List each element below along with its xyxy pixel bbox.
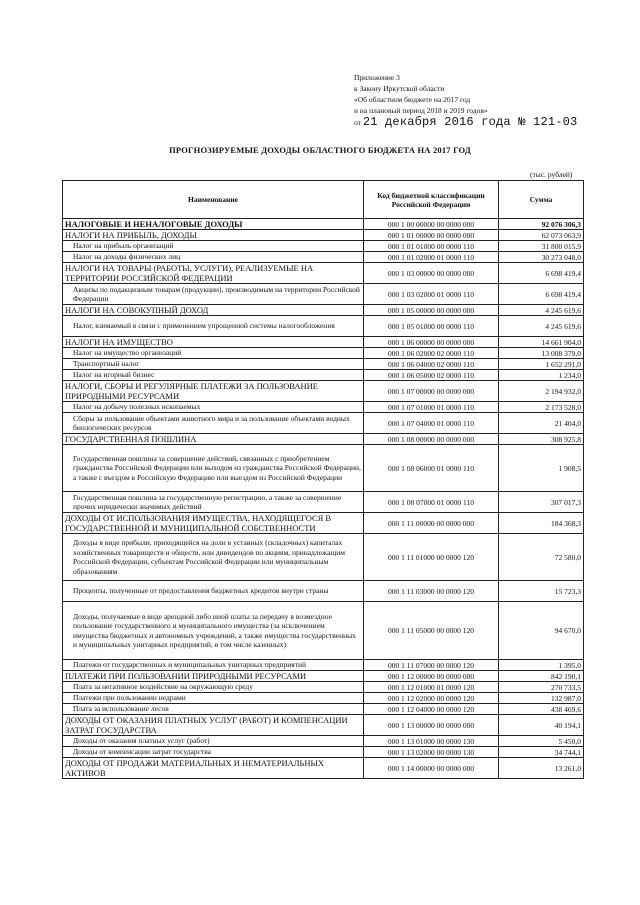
row-name: Акцизы по подакцизным товарам (продукции), производимым на территории Российской Федерации: [63, 284, 364, 305]
table-row: [63, 682, 584, 693]
row-sum: 31 800 015,9: [499, 241, 584, 252]
row-code: 000 1 06 02000 02 0000 110: [364, 348, 499, 359]
income-table: [62, 180, 584, 779]
table-row: [63, 758, 584, 779]
row-sum: 4 245 619,6: [499, 316, 584, 337]
row-code: 000 1 08 06000 01 0000 110: [364, 445, 499, 492]
row-name: Плата за использование лесов: [63, 704, 364, 715]
row-code: 000 1 06 04000 02 0000 110: [364, 359, 499, 370]
row-sum: 1 395,0: [499, 660, 584, 671]
row-name: Проценты, полученные от предоставления бюджетных кредитов внутри страны: [63, 581, 364, 602]
row-name: Налог на добычу полезных ископаемых: [63, 402, 364, 413]
row-sum: 72 580,0: [499, 534, 584, 581]
table-row: [63, 241, 584, 252]
table-row: [63, 252, 584, 263]
annex-line: Приложение 3: [354, 73, 400, 82]
table-row: [63, 381, 584, 402]
annex-date: [354, 117, 577, 128]
table-row: [63, 693, 584, 704]
row-code: 000 1 07 04000 01 0000 110: [364, 413, 499, 434]
table-row: [63, 305, 584, 316]
row-code: 000 1 14 00000 00 0000 000: [364, 758, 499, 779]
row-name: ДОХОДЫ ОТ ОКАЗАНИЯ ПЛАТНЫХ УСЛУГ (РАБОТ) И КОМПЕНСАЦИИ ЗАТРАТ ГОСУДАРСТВА: [63, 715, 364, 736]
row-name: Платежи при пользовании недрами: [63, 693, 364, 704]
row-code: 000 1 11 05000 00 0000 120: [364, 602, 499, 660]
table-row: [63, 434, 584, 445]
row-name: Доходы от оказания платных услуг (работ): [63, 736, 364, 747]
table-row: [63, 534, 584, 581]
row-code: 000 1 11 07000 00 0000 120: [364, 660, 499, 671]
table-row: [63, 445, 584, 492]
header-code: Код бюджетной классификации Российской Федерации: [364, 181, 499, 219]
row-code: 000 1 13 02000 00 0000 130: [364, 747, 499, 758]
table-row: [63, 413, 584, 434]
row-sum: 2 173 528,0: [499, 402, 584, 413]
row-code: 000 1 12 01000 01 0000 120: [364, 682, 499, 693]
row-sum: 6 698 419,4: [499, 263, 584, 284]
row-name: НАЛОГИ НА ПРИБЫЛЬ, ДОХОДЫ: [63, 230, 364, 241]
row-name: Налог на игорный бизнес: [63, 370, 364, 381]
table-row: [63, 715, 584, 736]
row-code: 000 1 01 00000 00 0000 000: [364, 230, 499, 241]
table-row: [63, 219, 584, 230]
row-code: 000 1 13 01000 00 0000 130: [364, 736, 499, 747]
table-row: [63, 660, 584, 671]
row-sum: 30 273 048,0: [499, 252, 584, 263]
row-name: Доходы, получаемые в виде арендной либо иной платы за передачу в возмездное пользование государственного и муниципального имущества (за исключением имущества бюджетных и автономных учреждений, а также имущества государственных и муниципальных унитарных предприятий, в том числе казенных): [63, 602, 364, 660]
row-name: Платежи от государственных и муниципальных унитарных предприятий: [63, 660, 364, 671]
annex-line: и на плановый период 2018 и 2019 годов»: [354, 106, 488, 115]
row-sum: 34 744,1: [499, 747, 584, 758]
row-code: 000 1 13 00000 00 0000 000: [364, 715, 499, 736]
row-code: 000 1 00 00000 00 0000 000: [364, 219, 499, 230]
row-name: НАЛОГИ, СБОРЫ И РЕГУЛЯРНЫЕ ПЛАТЕЖИ ЗА ПОЛЬЗОВАНИЕ ПРИРОДНЫМИ РЕСУРСАМИ: [63, 381, 364, 402]
row-code: 000 1 08 07000 01 0000 110: [364, 492, 499, 513]
row-sum: 132 987,0: [499, 693, 584, 704]
row-sum: 13 008 379,0: [499, 348, 584, 359]
table-row: [63, 492, 584, 513]
table-row: [63, 263, 584, 284]
header-name: Наименование: [63, 181, 364, 219]
table-row: [63, 671, 584, 682]
row-sum: 2 194 932,0: [499, 381, 584, 402]
row-code: 000 1 11 01000 00 0000 120: [364, 534, 499, 581]
table-row: [63, 284, 584, 305]
row-code: 000 1 06 05000 02 0000 110: [364, 370, 499, 381]
row-sum: 270 733,5: [499, 682, 584, 693]
row-code: 000 1 11 00000 00 0000 000: [364, 513, 499, 534]
row-sum: 184 368,3: [499, 513, 584, 534]
row-sum: 5 450,0: [499, 736, 584, 747]
table-row: [63, 370, 584, 381]
table-row: [63, 348, 584, 359]
row-sum: 15 723,3: [499, 581, 584, 602]
table-row: [63, 359, 584, 370]
row-code: 000 1 12 04000 00 0000 120: [364, 704, 499, 715]
row-name: ДОХОДЫ ОТ ПРОДАЖИ МАТЕРИАЛЬНЫХ И НЕМАТЕРИАЛЬНЫХ АКТИВОВ: [63, 758, 364, 779]
table-body: [63, 219, 584, 779]
row-name: Налог на прибыль организаций: [63, 241, 364, 252]
row-code: 000 1 01 02000 01 0000 110: [364, 252, 499, 263]
row-name: Налог на имущество организаций: [63, 348, 364, 359]
row-name: Государственная пошлина за государственную регистрацию, а также за совершение прочих юридически значимых действий: [63, 492, 364, 513]
row-code: 000 1 03 02000 01 0000 110: [364, 284, 499, 305]
row-code: 000 1 12 02000 00 0000 120: [364, 693, 499, 704]
row-code: 000 1 11 03000 00 0000 120: [364, 581, 499, 602]
row-sum: 1 652 291,0: [499, 359, 584, 370]
table-row: [63, 602, 584, 660]
table-row: [63, 230, 584, 241]
row-name: Налог, взимаемый в связи с применением упрощенной системы налогообложения: [63, 316, 364, 337]
row-code: 000 1 12 00000 00 0000 000: [364, 671, 499, 682]
table-row: [63, 337, 584, 348]
row-name: Налог на доходы физических лиц: [63, 252, 364, 263]
annex-line: «Об областном бюджете на 2017 год: [354, 95, 471, 104]
table-row: [63, 747, 584, 758]
row-sum: 14 661 904,0: [499, 337, 584, 348]
row-sum: 307 017,3: [499, 492, 584, 513]
row-name: Транспортный налог: [63, 359, 364, 370]
row-code: 000 1 01 01000 00 0000 110: [364, 241, 499, 252]
table-row: [63, 402, 584, 413]
row-code: 000 1 08 00000 00 0000 000: [364, 434, 499, 445]
table-header-row: [63, 181, 584, 219]
row-name: ГОСУДАРСТВЕННАЯ ПОШЛИНА: [63, 434, 364, 445]
row-sum: 308 925,8: [499, 434, 584, 445]
page-title: ПРОГНОЗИРУЕМЫЕ ДОХОДЫ ОБЛАСТНОГО БЮДЖЕТА НА 2017 ГОД: [169, 145, 471, 155]
row-sum: 92 076 306,3: [499, 219, 584, 230]
row-sum: 842 190,1: [499, 671, 584, 682]
row-name: Доходы в виде прибыли, приходящейся на доли в уставных (складочных) капиталах хозяйственных товариществ и обществ, или дивидендов по акциям, принадлежащим Российской Федерации, субъектам Российской Федерации или муниципальным образованиям: [63, 534, 364, 581]
table-row: [63, 736, 584, 747]
row-sum: 40 194,1: [499, 715, 584, 736]
row-name: Сборы за пользование объектами животного мира и за пользование объектами водных биологических ресурсов: [63, 413, 364, 434]
row-sum: 1 908,5: [499, 445, 584, 492]
units-label: (тыс. рублей): [530, 170, 573, 179]
annex-block: [354, 72, 577, 128]
row-name: ПЛАТЕЖИ ПРИ ПОЛЬЗОВАНИИ ПРИРОДНЫМИ РЕСУРСАМИ: [63, 671, 364, 682]
row-sum: 62 073 063,9: [499, 230, 584, 241]
row-name: Доходы от компенсации затрат государства: [63, 747, 364, 758]
row-code: 000 1 05 01000 00 0000 110: [364, 316, 499, 337]
table-row: [63, 581, 584, 602]
row-name: НАЛОГИ НА ИМУЩЕСТВО: [63, 337, 364, 348]
row-name: Государственная пошлина за совершение действий, связанных с приобретением гражданства Российской Федерации или выходом из гражданства Российской Федерации, а также с въездом в Российскую Федерацию или выездом из Российской Федерации: [63, 445, 364, 492]
table-row: [63, 316, 584, 337]
row-name: ДОХОДЫ ОТ ИСПОЛЬЗОВАНИЯ ИМУЩЕСТВА, НАХОДЯЩЕГОСЯ В ГОСУДАРСТВЕННОЙ И МУНИЦИПАЛЬНОЙ СОБСТВЕННОСТИ: [63, 513, 364, 534]
row-sum: 21 404,0: [499, 413, 584, 434]
row-sum: 13 261,0: [499, 758, 584, 779]
row-sum: 438 469,6: [499, 704, 584, 715]
row-name: Плата за негативное воздействие на окружающую среду: [63, 682, 364, 693]
header-sum: Сумма: [499, 181, 584, 219]
date-typed: 21 декабря 2016 года № 121-03: [362, 115, 578, 129]
row-code: 000 1 05 00000 00 0000 000: [364, 305, 499, 316]
row-sum: 4 245 619,6: [499, 305, 584, 316]
row-sum: 1 234,0: [499, 370, 584, 381]
row-code: 000 1 06 00000 00 0000 000: [364, 337, 499, 348]
row-code: 000 1 07 01000 01 0000 110: [364, 402, 499, 413]
table-row: [63, 513, 584, 534]
date-prefix: от: [354, 118, 361, 127]
row-name: НАЛОГИ НА ТОВАРЫ (РАБОТЫ, УСЛУГИ), РЕАЛИЗУЕМЫЕ НА ТЕРРИТОРИИ РОССИЙСКОЙ ФЕДЕРАЦИИ: [63, 263, 364, 284]
annex-line: к Закону Иркутской области: [354, 84, 445, 93]
table-row: [63, 704, 584, 715]
row-sum: 6 698 419,4: [499, 284, 584, 305]
row-name: НАЛОГОВЫЕ И НЕНАЛОГОВЫЕ ДОХОДЫ: [63, 219, 364, 230]
row-code: 000 1 03 00000 00 0000 000: [364, 263, 499, 284]
row-code: 000 1 07 00000 00 0000 000: [364, 381, 499, 402]
row-name: НАЛОГИ НА СОВОКУПНЫЙ ДОХОД: [63, 305, 364, 316]
row-sum: 94 670,0: [499, 602, 584, 660]
